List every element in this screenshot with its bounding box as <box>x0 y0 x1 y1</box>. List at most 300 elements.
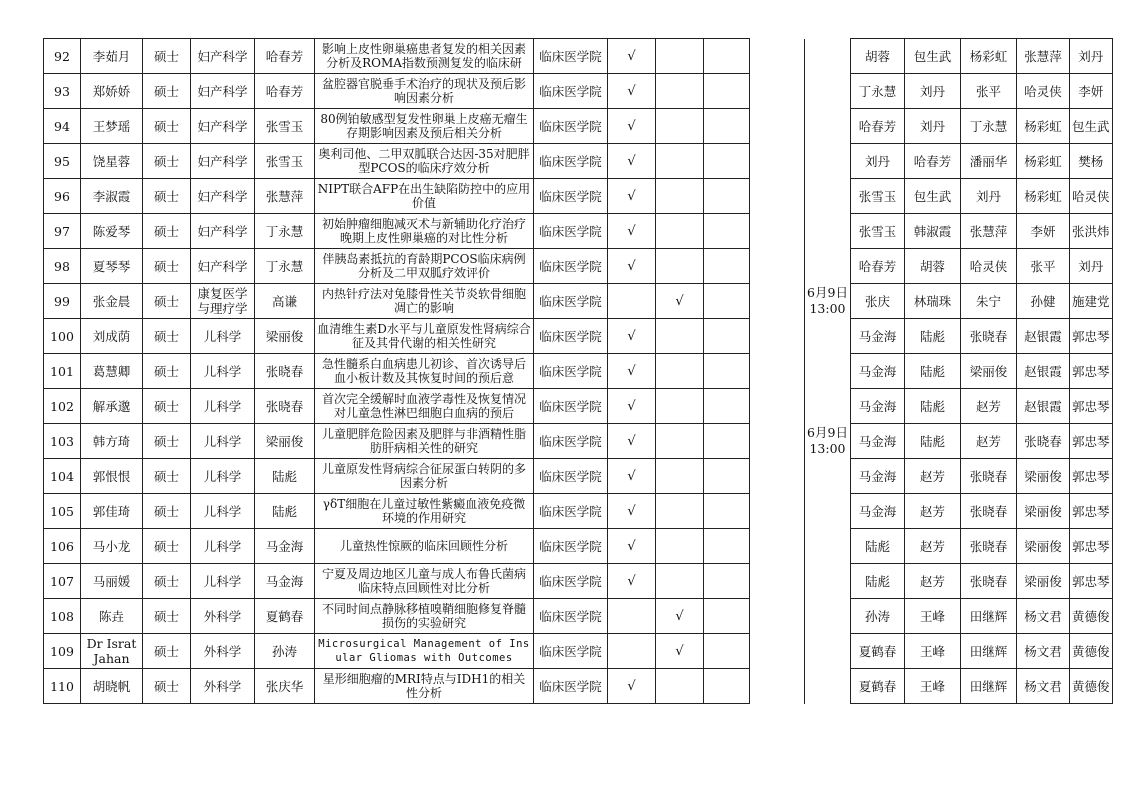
judge-3-cell: 张平 <box>961 74 1017 109</box>
spacer-cell <box>750 564 805 599</box>
spacer-cell <box>750 249 805 284</box>
tutor-cell: 张雪玉 <box>255 144 315 179</box>
mark-col-1-cell: √ <box>608 109 656 144</box>
mark-col-3-cell <box>704 494 750 529</box>
row-number-cell: 107 <box>44 564 81 599</box>
mark-col-2-cell <box>656 494 704 529</box>
degree-cell: 硕士 <box>143 74 191 109</box>
table-row <box>44 424 1113 459</box>
judge-1-cell: 马金海 <box>851 354 905 389</box>
judge-2-cell: 刘丹 <box>905 109 961 144</box>
defense-time-cell <box>805 459 851 494</box>
defense-time-cell <box>805 319 851 354</box>
mark-col-3-cell <box>704 214 750 249</box>
student-name-cell: 李茹月 <box>81 39 143 74</box>
judge-5-cell: 黄德俊 <box>1070 634 1113 669</box>
judge-4-cell: 张慧萍 <box>1017 39 1070 74</box>
row-number-cell: 95 <box>44 144 81 179</box>
degree-cell: 硕士 <box>143 494 191 529</box>
degree-cell: 硕士 <box>143 179 191 214</box>
judge-4-cell: 杨彩虹 <box>1017 179 1070 214</box>
judge-5-cell: 樊杨 <box>1070 144 1113 179</box>
judge-1-cell: 张雪玉 <box>851 179 905 214</box>
major-cell: 妇产科学 <box>191 179 255 214</box>
judge-1-cell: 马金海 <box>851 389 905 424</box>
student-name-cell: 张金晨 <box>81 284 143 319</box>
defense-time-cell <box>805 144 851 179</box>
college-cell: 临床医学院 <box>534 179 608 214</box>
major-cell: 妇产科学 <box>191 144 255 179</box>
row-number-cell: 109 <box>44 634 81 669</box>
defense-time-cell: 6月9日 13:00 <box>805 424 851 459</box>
judge-2-cell: 陆彪 <box>905 424 961 459</box>
judge-5-cell: 包生武 <box>1070 109 1113 144</box>
major-cell: 妇产科学 <box>191 74 255 109</box>
mark-col-1-cell: √ <box>608 214 656 249</box>
table-row <box>44 284 1113 319</box>
judge-2-cell: 陆彪 <box>905 319 961 354</box>
thesis-title-cell: 影响上皮性卵巢癌患者复发的相关因素分析及ROMA指数预测复发的临床研 <box>315 39 534 74</box>
table-row <box>44 354 1113 389</box>
judge-5-cell: 黄德俊 <box>1070 599 1113 634</box>
spacer-cell <box>750 669 805 704</box>
judge-4-cell: 梁丽俊 <box>1017 564 1070 599</box>
major-cell: 妇产科学 <box>191 249 255 284</box>
mark-col-1-cell: √ <box>608 74 656 109</box>
mark-col-3-cell <box>704 529 750 564</box>
major-cell: 外科学 <box>191 634 255 669</box>
major-cell: 儿科学 <box>191 319 255 354</box>
judge-3-cell: 哈灵侠 <box>961 249 1017 284</box>
judge-1-cell: 马金海 <box>851 459 905 494</box>
mark-col-2-cell <box>656 109 704 144</box>
college-cell: 临床医学院 <box>534 669 608 704</box>
mark-col-2-cell <box>656 529 704 564</box>
spacer-cell <box>750 74 805 109</box>
defense-time-cell <box>805 179 851 214</box>
spacer-cell <box>750 389 805 424</box>
student-name-cell: 夏琴琴 <box>81 249 143 284</box>
thesis-title-cell: 儿童肥胖危险因素及肥胖与非酒精性脂肪肝病相关性的研究 <box>315 424 534 459</box>
college-cell: 临床医学院 <box>534 354 608 389</box>
judge-1-cell: 丁永慧 <box>851 74 905 109</box>
judge-2-cell: 哈春芳 <box>905 144 961 179</box>
judge-5-cell: 李妍 <box>1070 74 1113 109</box>
degree-cell: 硕士 <box>143 634 191 669</box>
thesis-title-cell: Microsurgical Management of Insular Gliomas with Outcomes <box>315 634 534 669</box>
judge-3-cell: 赵芳 <box>961 424 1017 459</box>
judge-3-cell: 田继辉 <box>961 599 1017 634</box>
judge-3-cell: 张晓春 <box>961 494 1017 529</box>
thesis-title-cell: 80例铂敏感型复发性卵巢上皮癌无瘤生存期影响因素及预后相关分析 <box>315 109 534 144</box>
mark-col-3-cell <box>704 249 750 284</box>
degree-cell: 硕士 <box>143 284 191 319</box>
judge-2-cell: 胡蓉 <box>905 249 961 284</box>
table-row <box>44 634 1113 669</box>
mark-col-1-cell <box>608 634 656 669</box>
tutor-cell: 张晓春 <box>255 354 315 389</box>
row-number-cell: 103 <box>44 424 81 459</box>
college-cell: 临床医学院 <box>534 599 608 634</box>
major-cell: 儿科学 <box>191 459 255 494</box>
defense-time-cell <box>805 249 851 284</box>
judge-2-cell: 赵芳 <box>905 459 961 494</box>
judge-3-cell: 张晓春 <box>961 564 1017 599</box>
student-name-cell: 胡晓帆 <box>81 669 143 704</box>
degree-cell: 硕士 <box>143 39 191 74</box>
table-row <box>44 459 1113 494</box>
thesis-title-cell: 急性髓系白血病患儿初诊、首次诱导后血小板计数及其恢复时间的预后意 <box>315 354 534 389</box>
mark-col-3-cell <box>704 74 750 109</box>
table-row <box>44 179 1113 214</box>
judge-4-cell: 张平 <box>1017 249 1070 284</box>
row-number-cell: 99 <box>44 284 81 319</box>
tutor-cell: 张庆华 <box>255 669 315 704</box>
spacer-cell <box>750 494 805 529</box>
mark-col-1-cell: √ <box>608 179 656 214</box>
judge-2-cell: 王峰 <box>905 669 961 704</box>
tutor-cell: 马金海 <box>255 564 315 599</box>
table-row <box>44 74 1113 109</box>
college-cell: 临床医学院 <box>534 144 608 179</box>
row-number-cell: 92 <box>44 39 81 74</box>
judge-1-cell: 胡蓉 <box>851 39 905 74</box>
degree-cell: 硕士 <box>143 109 191 144</box>
defense-time-cell <box>805 214 851 249</box>
mark-col-1-cell: √ <box>608 564 656 599</box>
major-cell: 妇产科学 <box>191 109 255 144</box>
judge-4-cell: 梁丽俊 <box>1017 494 1070 529</box>
judge-4-cell: 梁丽俊 <box>1017 529 1070 564</box>
major-cell: 妇产科学 <box>191 214 255 249</box>
student-name-cell: 郑娇娇 <box>81 74 143 109</box>
mark-col-2-cell <box>656 424 704 459</box>
mark-col-1-cell: √ <box>608 424 656 459</box>
mark-col-1-cell: √ <box>608 459 656 494</box>
major-cell: 妇产科学 <box>191 39 255 74</box>
table-row <box>44 529 1113 564</box>
judge-4-cell: 哈灵侠 <box>1017 74 1070 109</box>
mark-col-1-cell: √ <box>608 249 656 284</box>
defense-time-cell <box>805 109 851 144</box>
major-cell: 儿科学 <box>191 424 255 459</box>
tutor-cell: 梁丽俊 <box>255 319 315 354</box>
student-name-cell: 郭佳琦 <box>81 494 143 529</box>
judge-3-cell: 梁丽俊 <box>961 354 1017 389</box>
spacer-cell <box>750 634 805 669</box>
judge-5-cell: 郭忠琴 <box>1070 529 1113 564</box>
mark-col-1-cell <box>608 284 656 319</box>
judge-4-cell: 杨彩虹 <box>1017 109 1070 144</box>
judge-1-cell: 哈春芳 <box>851 109 905 144</box>
table-row <box>44 39 1113 74</box>
judge-5-cell: 哈灵侠 <box>1070 179 1113 214</box>
judge-5-cell: 郭忠琴 <box>1070 564 1113 599</box>
mark-col-1-cell: √ <box>608 319 656 354</box>
mark-col-2-cell <box>656 39 704 74</box>
judge-3-cell: 张晓春 <box>961 459 1017 494</box>
tutor-cell: 陆彪 <box>255 459 315 494</box>
judge-1-cell: 马金海 <box>851 319 905 354</box>
spacer-cell <box>750 39 805 74</box>
mark-col-2-cell <box>656 249 704 284</box>
major-cell: 儿科学 <box>191 529 255 564</box>
mark-col-1-cell: √ <box>608 529 656 564</box>
judge-5-cell: 张洪炜 <box>1070 214 1113 249</box>
row-number-cell: 98 <box>44 249 81 284</box>
judge-4-cell: 张晓春 <box>1017 424 1070 459</box>
row-number-cell: 97 <box>44 214 81 249</box>
major-cell: 外科学 <box>191 599 255 634</box>
table-body <box>44 39 1113 704</box>
college-cell: 临床医学院 <box>534 319 608 354</box>
student-name-cell: 郭恨恨 <box>81 459 143 494</box>
mark-col-1-cell: √ <box>608 39 656 74</box>
mark-col-3-cell <box>704 354 750 389</box>
thesis-title-cell: 宁夏及周边地区儿童与成人布鲁氏菌病临床特点回顾性对比分析 <box>315 564 534 599</box>
spacer-cell <box>750 144 805 179</box>
major-cell: 外科学 <box>191 669 255 704</box>
judge-5-cell: 郭忠琴 <box>1070 459 1113 494</box>
defense-time-cell <box>805 494 851 529</box>
college-cell: 临床医学院 <box>534 109 608 144</box>
degree-cell: 硕士 <box>143 389 191 424</box>
defense-time-cell <box>805 354 851 389</box>
degree-cell: 硕士 <box>143 144 191 179</box>
judge-3-cell: 田继辉 <box>961 669 1017 704</box>
degree-cell: 硕士 <box>143 599 191 634</box>
table-row <box>44 249 1113 284</box>
row-number-cell: 101 <box>44 354 81 389</box>
spacer-cell <box>750 424 805 459</box>
defense-time-cell <box>805 599 851 634</box>
student-name-cell: 马小龙 <box>81 529 143 564</box>
degree-cell: 硕士 <box>143 424 191 459</box>
judge-2-cell: 包生武 <box>905 179 961 214</box>
defense-time-cell <box>805 74 851 109</box>
tutor-cell: 高谦 <box>255 284 315 319</box>
mark-col-3-cell <box>704 109 750 144</box>
mark-col-2-cell <box>656 669 704 704</box>
mark-col-2-cell: √ <box>656 634 704 669</box>
mark-col-1-cell: √ <box>608 389 656 424</box>
mark-col-1-cell: √ <box>608 669 656 704</box>
thesis-title-cell: 伴胰岛素抵抗的育龄期PCOS临床病例分析及二甲双胍疗效评价 <box>315 249 534 284</box>
major-cell: 康复医学与理疗学 <box>191 284 255 319</box>
judge-2-cell: 韩淑霞 <box>905 214 961 249</box>
defense-time-cell: 6月9日 13:00 <box>805 284 851 319</box>
table-row <box>44 214 1113 249</box>
mark-col-2-cell: √ <box>656 599 704 634</box>
college-cell: 临床医学院 <box>534 39 608 74</box>
judge-2-cell: 王峰 <box>905 634 961 669</box>
judge-3-cell: 朱宁 <box>961 284 1017 319</box>
college-cell: 临床医学院 <box>534 389 608 424</box>
student-name-cell: 饶星蓉 <box>81 144 143 179</box>
thesis-title-cell: 星形细胞瘤的MRI特点与IDH1的相关性分析 <box>315 669 534 704</box>
mark-col-3-cell <box>704 599 750 634</box>
mark-col-3-cell <box>704 284 750 319</box>
judge-4-cell: 杨文君 <box>1017 669 1070 704</box>
mark-col-1-cell: √ <box>608 494 656 529</box>
judge-1-cell: 马金海 <box>851 494 905 529</box>
spacer-cell <box>750 214 805 249</box>
table-row <box>44 109 1113 144</box>
judge-3-cell: 张晓春 <box>961 319 1017 354</box>
mark-col-1-cell <box>608 599 656 634</box>
defense-time-cell <box>805 39 851 74</box>
defense-time-cell <box>805 634 851 669</box>
judge-1-cell: 陆彪 <box>851 564 905 599</box>
judge-5-cell: 黄德俊 <box>1070 669 1113 704</box>
college-cell: 临床医学院 <box>534 424 608 459</box>
tutor-cell: 丁永慧 <box>255 214 315 249</box>
defense-schedule-table <box>43 38 1113 704</box>
mark-col-3-cell <box>704 144 750 179</box>
thesis-title-cell: 奥利司他、二甲双胍联合达因-35对肥胖型PCOS的临床疗效分析 <box>315 144 534 179</box>
judge-3-cell: 潘丽华 <box>961 144 1017 179</box>
judge-5-cell: 施建党 <box>1070 284 1113 319</box>
degree-cell: 硕士 <box>143 214 191 249</box>
judge-5-cell: 郭忠琴 <box>1070 424 1113 459</box>
tutor-cell: 梁丽俊 <box>255 424 315 459</box>
tutor-cell: 马金海 <box>255 529 315 564</box>
mark-col-3-cell <box>704 179 750 214</box>
table-row <box>44 319 1113 354</box>
major-cell: 儿科学 <box>191 494 255 529</box>
mark-col-3-cell <box>704 459 750 494</box>
judge-5-cell: 郭忠琴 <box>1070 389 1113 424</box>
thesis-title-cell: 不同时间点静脉移植嗅鞘细胞修复脊髓损伤的实验研究 <box>315 599 534 634</box>
mark-col-2-cell <box>656 214 704 249</box>
row-number-cell: 93 <box>44 74 81 109</box>
judge-2-cell: 赵芳 <box>905 564 961 599</box>
table-row <box>44 144 1113 179</box>
judge-1-cell: 夏鹤春 <box>851 634 905 669</box>
college-cell: 临床医学院 <box>534 459 608 494</box>
mark-col-3-cell <box>704 389 750 424</box>
thesis-title-cell: 内热针疗法对兔膝骨性关节炎软骨细胞凋亡的影响 <box>315 284 534 319</box>
judge-2-cell: 王峰 <box>905 599 961 634</box>
judge-5-cell: 刘丹 <box>1070 249 1113 284</box>
defense-time-cell <box>805 389 851 424</box>
mark-col-2-cell <box>656 74 704 109</box>
degree-cell: 硕士 <box>143 529 191 564</box>
student-name-cell: 解承邈 <box>81 389 143 424</box>
judge-4-cell: 杨彩虹 <box>1017 144 1070 179</box>
tutor-cell: 陆彪 <box>255 494 315 529</box>
judge-3-cell: 赵芳 <box>961 389 1017 424</box>
mark-col-1-cell: √ <box>608 144 656 179</box>
thesis-title-cell: γδT细胞在儿童过敏性紫癜血液免疫微环境的作用研究 <box>315 494 534 529</box>
college-cell: 临床医学院 <box>534 529 608 564</box>
table-row <box>44 599 1113 634</box>
judge-2-cell: 刘丹 <box>905 74 961 109</box>
spacer-cell <box>750 319 805 354</box>
major-cell: 儿科学 <box>191 389 255 424</box>
row-number-cell: 108 <box>44 599 81 634</box>
mark-col-3-cell <box>704 319 750 354</box>
judge-2-cell: 赵芳 <box>905 494 961 529</box>
judge-2-cell: 包生武 <box>905 39 961 74</box>
student-name-cell: Dr Israt Jahan <box>81 634 143 669</box>
defense-time-cell <box>805 669 851 704</box>
student-name-cell: 葛慧卿 <box>81 354 143 389</box>
tutor-cell: 孙涛 <box>255 634 315 669</box>
judge-1-cell: 孙涛 <box>851 599 905 634</box>
major-cell: 儿科学 <box>191 354 255 389</box>
spacer-cell <box>750 179 805 214</box>
judge-4-cell: 李妍 <box>1017 214 1070 249</box>
judge-2-cell: 陆彪 <box>905 389 961 424</box>
thesis-title-cell: 儿童热性惊厥的临床回顾性分析 <box>315 529 534 564</box>
mark-col-2-cell <box>656 354 704 389</box>
spacer-cell <box>750 459 805 494</box>
degree-cell: 硕士 <box>143 354 191 389</box>
judge-4-cell: 梁丽俊 <box>1017 459 1070 494</box>
mark-col-3-cell <box>704 564 750 599</box>
college-cell: 临床医学院 <box>534 214 608 249</box>
mark-col-1-cell: √ <box>608 354 656 389</box>
student-name-cell: 李淑霞 <box>81 179 143 214</box>
judge-4-cell: 赵银霞 <box>1017 319 1070 354</box>
judge-5-cell: 郭忠琴 <box>1070 319 1113 354</box>
row-number-cell: 100 <box>44 319 81 354</box>
row-number-cell: 94 <box>44 109 81 144</box>
degree-cell: 硕士 <box>143 319 191 354</box>
judge-1-cell: 张雪玉 <box>851 214 905 249</box>
judge-3-cell: 丁永慧 <box>961 109 1017 144</box>
thesis-title-cell: 血清维生素D水平与儿童原发性肾病综合征及其骨代谢的相关性研究 <box>315 319 534 354</box>
major-cell: 儿科学 <box>191 564 255 599</box>
thesis-title-cell: 首次完全缓解时血液学毒性及恢复情况对儿童急性淋巴细胞白血病的预后 <box>315 389 534 424</box>
tutor-cell: 哈春芳 <box>255 74 315 109</box>
degree-cell: 硕士 <box>143 564 191 599</box>
mark-col-2-cell <box>656 564 704 599</box>
judge-5-cell: 郭忠琴 <box>1070 354 1113 389</box>
tutor-cell: 张慧萍 <box>255 179 315 214</box>
judge-2-cell: 赵芳 <box>905 529 961 564</box>
judge-3-cell: 杨彩虹 <box>961 39 1017 74</box>
judge-2-cell: 林瑞珠 <box>905 284 961 319</box>
student-name-cell: 刘成荫 <box>81 319 143 354</box>
judge-4-cell: 赵银霞 <box>1017 354 1070 389</box>
college-cell: 临床医学院 <box>534 284 608 319</box>
defense-time-cell <box>805 564 851 599</box>
student-name-cell: 王梦瑶 <box>81 109 143 144</box>
judge-2-cell: 陆彪 <box>905 354 961 389</box>
judge-1-cell: 夏鹤春 <box>851 669 905 704</box>
judge-3-cell: 刘丹 <box>961 179 1017 214</box>
row-number-cell: 102 <box>44 389 81 424</box>
row-number-cell: 106 <box>44 529 81 564</box>
defense-time-cell <box>805 529 851 564</box>
spacer-cell <box>750 284 805 319</box>
mark-col-2-cell <box>656 319 704 354</box>
college-cell: 临床医学院 <box>534 494 608 529</box>
row-number-cell: 104 <box>44 459 81 494</box>
college-cell: 临床医学院 <box>534 634 608 669</box>
row-number-cell: 96 <box>44 179 81 214</box>
tutor-cell: 张晓春 <box>255 389 315 424</box>
table-row <box>44 669 1113 704</box>
judge-1-cell: 陆彪 <box>851 529 905 564</box>
tutor-cell: 丁永慧 <box>255 249 315 284</box>
spacer-cell <box>750 354 805 389</box>
table-row <box>44 389 1113 424</box>
mark-col-3-cell <box>704 669 750 704</box>
student-name-cell: 韩方琦 <box>81 424 143 459</box>
